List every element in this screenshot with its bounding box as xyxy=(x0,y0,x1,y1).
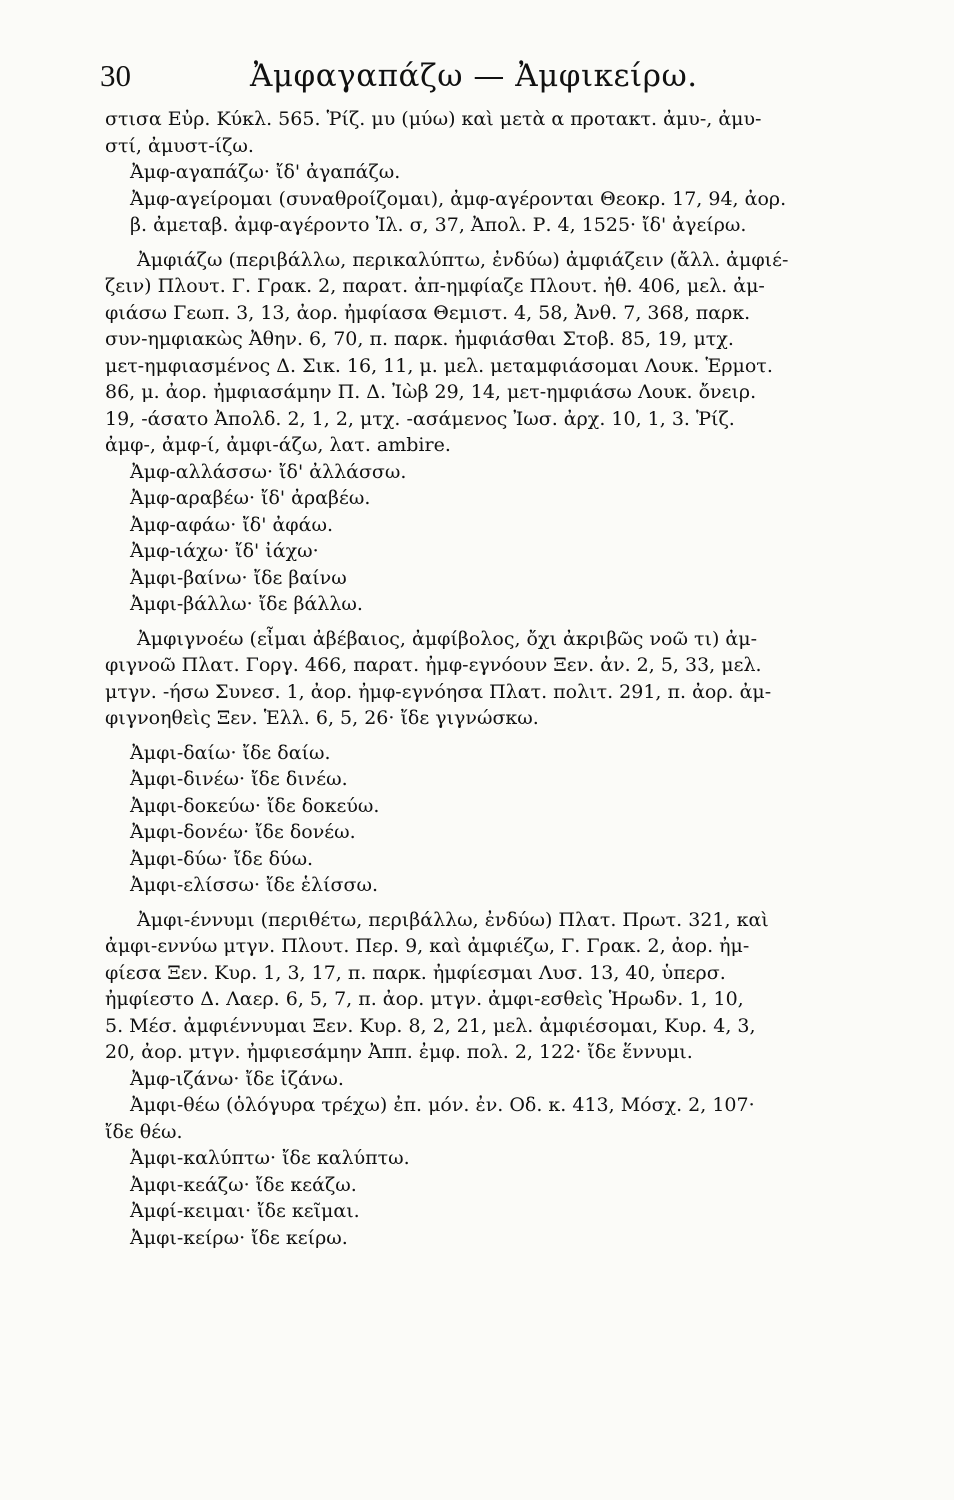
entry-line: ἠμφίεστο Δ. Λαερ. 6, 5, 7, π. ἀορ. μτγν. ἀμφι-εσθεὶς Ἡρωδν. 1, 10, xyxy=(105,988,744,1010)
entry-line: Ἀμφι-δοκεύω· ἴδε δοκεύω. xyxy=(130,794,380,817)
entry-line: Ἀμφι-ελίσσω· ἴδε ἑλίσσω. xyxy=(130,874,379,896)
entry-line: στί, ἀμυστ-ίζω. xyxy=(105,134,254,157)
entry-line: Ἀμφι-βάλλω· ἴδε βάλλω. xyxy=(130,593,363,615)
page-header xyxy=(100,52,860,102)
entry-line: ἴδε θέω. xyxy=(105,1120,183,1143)
entry-line: Ἀμφι-κεάζω· ἴδε κεάζω. xyxy=(130,1173,357,1196)
entry-line: β. ἀμεταβ. ἀμφ-αγέροντο Ἰλ. σ, 37, Ἀπολ. Ρ. 4, 1525· ἴδ' ἀγείρω. xyxy=(130,214,747,236)
entry-line: μτγν. -ήσω Συνεσ. 1, ἀορ. ἠμφ-εγνόησα Πλατ. πολιτ. 291, π. ἀορ. ἀμ- xyxy=(105,680,772,703)
entry-line: Ἀμφι-δαίω· ἴδε δαίω. xyxy=(130,741,331,764)
running-title: Ἀμφαγαπάζω — Ἀμφικείρω. xyxy=(250,58,698,94)
entries-body xyxy=(105,106,885,1251)
entry-line: Ἀμφι-δονέω· ἴδε δονέω. xyxy=(130,821,356,843)
entry-line: Ἀμφι-δινέω· ἴδε δινέω. xyxy=(130,768,348,790)
entry-line: Ἀμφιάζω (περιβάλλω, περικαλύπτω, ἐνδύω) ἀμφιάζειν (ἄλλ. ἀμφιέ- xyxy=(137,248,789,271)
entry-line: μετ-ημφιασμένος Δ. Σικ. 16, 11, μ. μελ. μεταμφιάσομαι Λουκ. Ἑρμοτ. xyxy=(105,354,773,377)
entry-line: 5. Μέσ. ἀμφιέννυμαι Ξεν. Κυρ. 8, 2, 21, μελ. ἀμφιέσομαι, Κυρ. 4, 3, xyxy=(105,1014,756,1037)
entry-line: συν-ημφιακὼς Ἀθην. 6, 70, π. παρκ. ἠμφιάσθαι Στοβ. 85, 19, μτχ. xyxy=(105,328,734,350)
entry-line: Ἀμφ-αγείρομαι (συναθροίζομαι), ἀμφ-αγέρονται Θεοκρ. 17, 94, ἀορ. xyxy=(130,187,787,210)
entry-line: Ἀμφ-αφάω· ἴδ' ἀφάω. xyxy=(130,513,333,536)
entry-line: φιάσω Γεωπ. 3, 13, ἀορ. ἠμφίασα Θεμιστ. 4, 58, Ἀνθ. 7, 368, παρκ. xyxy=(105,301,751,324)
entry-line: Ἀμφι-κείρω· ἴδε κείρω. xyxy=(130,1226,348,1249)
entry-line: στισα Εὐρ. Κύκλ. 565. Ῥίζ. μυ (μύω) καὶ μετὰ α προτακτ. ἀμυ-, ἀμυ- xyxy=(105,108,762,130)
entry-line: Ἀμφ-αγαπάζω· ἴδ' ἀγαπάζω. xyxy=(130,161,401,183)
entry-line: Ἀμφί-κειμαι· ἴδε κεῖμαι. xyxy=(130,1200,360,1222)
entry-line: ἀμφ-, ἀμφ-ί, ἀμφι-άζω, λατ. ambire. xyxy=(105,434,451,456)
entry-line: φιγνοηθεὶς Ξεν. Ἑλλ. 6, 5, 26· ἴδε γιγνώσκω. xyxy=(105,707,539,729)
entry-line: Ἀμφι-θέω (ὁλόγυρα τρέχω) ἐπ. μόν. ἐν. Οδ. κ. 413, Μόσχ. 2, 107· xyxy=(130,1094,755,1116)
entry-line: φιγνοῶ Πλατ. Γοργ. 466, παρατ. ἠμφ-εγνόουν Ξεν. ἀν. 2, 5, 33, μελ. xyxy=(105,654,762,676)
entry-line: 86, μ. ἀορ. ἠμφιασάμην Π. Δ. Ἰὼβ 29, 14, μετ-ημφιάσω Λουκ. ὄνειρ. xyxy=(105,381,757,403)
entry-line: ζειν) Πλουτ. Γ. Γρακ. 2, παρατ. ἀπ-ημφίαζε Πλουτ. ἠθ. 406, μελ. ἀμ- xyxy=(105,275,765,297)
entry-line: 20, ἀορ. μτγν. ἠμφιεσάμην Ἀππ. ἐμφ. πολ. 2, 122· ἴδε ἕννυμι. xyxy=(105,1041,693,1063)
entry-line: Ἀμφι-καλύπτω· ἴδε καλύπτω. xyxy=(130,1147,410,1169)
entry-line: Ἀμφιγνοέω (εἶμαι ἀβέβαιος, ἀμφίβολος, ὄχι ἀκριβῶς νοῶ τι) ἀμ- xyxy=(137,627,758,650)
entry-line: Ἀμφι-βαίνω· ἴδε βαίνω xyxy=(130,566,347,589)
page-number: 30 xyxy=(100,58,131,93)
entry-line: ἀμφι-εννύω μτγν. Πλουτ. Περ. 9, καὶ ἀμφιέζω, Γ. Γρακ. 2, ἀορ. ἠμ- xyxy=(105,935,750,957)
entry-line: Ἀμφ-αλλάσσω· ἴδ' ἀλλάσσω. xyxy=(130,460,407,483)
entry-line: Ἀμφ-ιάχω· ἴδ' ἰάχω· xyxy=(130,540,319,562)
entry-line: Ἀμφ-αραβέω· ἴδ' ἀραβέω. xyxy=(130,487,371,509)
entry-line: φίεσα Ξεν. Κυρ. 1, 3, 17, π. παρκ. ἠμφίεσμαι Λυσ. 13, 40, ὑπερσ. xyxy=(105,961,726,984)
entry-line: Ἀμφ-ιζάνω· ἴδε ἱζάνω. xyxy=(130,1067,344,1090)
entry-line: Ἀμφι-δύω· ἴδε δύω. xyxy=(130,847,314,870)
entry-line: 19, -άσατο Ἀπολδ. 2, 1, 2, μτχ. -ασάμενος Ἰωσ. ἀρχ. 10, 1, 3. Ῥίζ. xyxy=(105,407,735,430)
entry-line: Ἀμφι-έννυμι (περιθέτω, περιβάλλω, ἐνδύω) Πλατ. Πρωτ. 321, καὶ xyxy=(137,908,769,931)
